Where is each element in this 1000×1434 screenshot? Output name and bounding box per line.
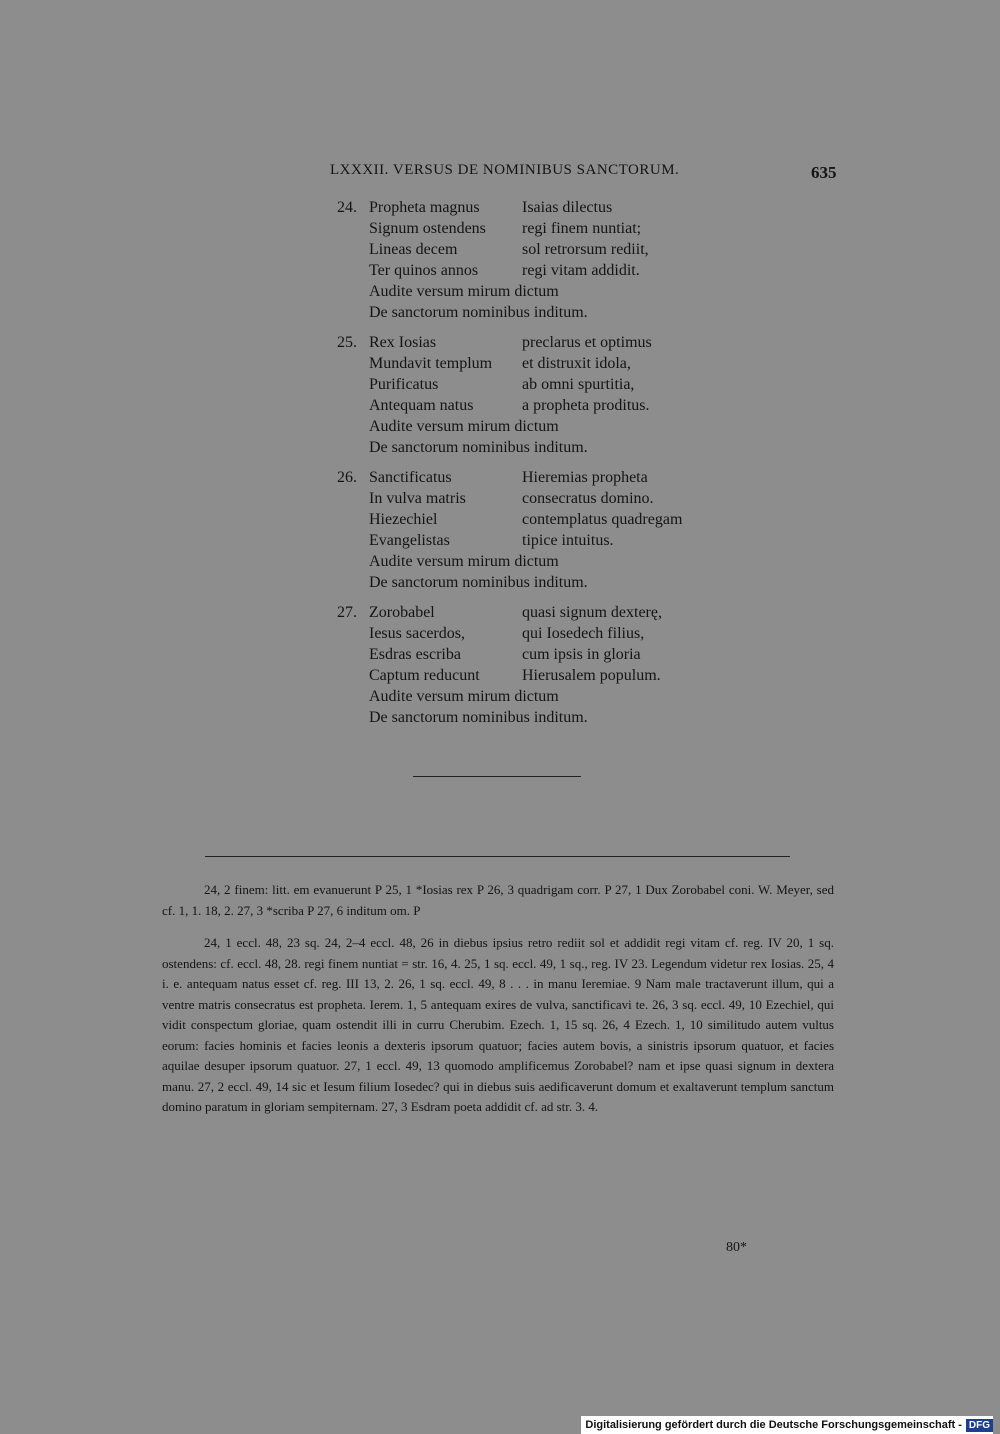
- verse-left: Lineas decem: [369, 241, 458, 258]
- source-notes: [162, 933, 834, 1118]
- end-of-text-rule: [413, 776, 581, 777]
- refrain-text: Audite versum mirum dictum: [369, 688, 559, 705]
- verse-left: Zorobabel: [369, 604, 435, 621]
- running-title: LXXXII. VERSUS DE NOMINIBUS SANCTORUM.: [330, 162, 680, 178]
- stanza-number: 26.: [337, 469, 357, 486]
- apparatus-separator: [205, 856, 790, 857]
- refrain-text: Audite versum mirum dictum: [369, 418, 559, 435]
- verse-left: Ter quinos annos: [369, 262, 479, 279]
- critical-apparatus-text: 24, 2 finem: litt. em evanuerunt P 25, 1 *Iosias rex P 26, 3 quadrigam corr. P 27, 1 Dux Zorobabel coni. W. Meyer, sed cf. 1, 1. 18, 2. 27, 3 *scriba P 27, 6 inditum om. P: [162, 882, 834, 918]
- verse-left: Rex Iosias: [369, 334, 437, 351]
- verse-right: regi vitam addidit.: [522, 262, 640, 279]
- verse-right: tipice intuitus.: [522, 532, 614, 549]
- verse-left: Signum ostendens: [369, 220, 486, 237]
- verse-right: Hierusalem populum.: [522, 667, 661, 684]
- verse-right: et distruxit idola,: [522, 355, 631, 372]
- verse-right: regi finem nuntiat;: [522, 220, 642, 237]
- verse-right: quasi signum dexterę,: [522, 604, 662, 621]
- verse-left: Purificatus: [369, 376, 439, 393]
- verse-left: Antequam natus: [369, 397, 474, 414]
- verse-right: consecratus domino.: [522, 490, 654, 507]
- refrain-text: De sanctorum nominibus inditum.: [369, 709, 588, 726]
- verse-right: a propheta proditus.: [522, 397, 650, 414]
- verse-left: Mundavit templum: [369, 355, 493, 372]
- verse-right: preclarus et optimus: [522, 334, 652, 351]
- verse-right: Hieremias propheta: [522, 469, 648, 486]
- verse-left: Captum reducunt: [369, 667, 480, 684]
- verse-right: Isaias dilectus: [522, 199, 613, 216]
- signature-mark: 80*: [726, 1240, 747, 1255]
- stanza-number: 27.: [337, 604, 357, 621]
- digitization-credit-bar: [581, 1416, 993, 1434]
- verse-left: Esdras escriba: [369, 646, 461, 663]
- verse-right: ab omni spurtitia,: [522, 376, 635, 393]
- verse-left: Propheta magnus: [369, 199, 480, 216]
- verse-left: Evangelistas: [369, 532, 450, 549]
- verse-left: In vulva matris: [369, 490, 466, 507]
- refrain-text: Audite versum mirum dictum: [369, 553, 559, 570]
- dfg-logo: DFG: [966, 1419, 993, 1432]
- verse-right: cum ipsis in gloria: [522, 646, 641, 663]
- verse-right: qui Iosedech filius,: [522, 625, 645, 642]
- refrain-text: Audite versum mirum dictum: [369, 283, 559, 300]
- stanza-number: 25.: [337, 334, 357, 351]
- source-notes-text: 24, 1 eccl. 48, 23 sq. 24, 2–4 eccl. 48, 26 in diebus ipsius retro rediit sol et addidit regi vitam cf. reg. IV 20, 1 sq. ostendens: cf. eccl. 48, 28. regi finem nuntiat = str. 16, 4. 25, 1 sq. eccl. 49, 1 sq., reg. IV 23. Legendum videtur rex Iosias. 25, 4 i. e. antequam natus esset cf. reg. III 13, 2. 26, 1 sq. eccl. 49, 8 . . . in manu Ieremiae. 9 Nam male tractaverunt illum, qui a ventre matris consecratus est propheta. Ierem. 1, 5 antequam exires de vulva, sanctificavi te. 26, 3 sq. eccl. 49, 10 Ezechiel, qui vidit conspectum gloriae, quam ostendit illi in curru Cherubim. Ezech. 1, 15 sq. 26, 4 Ezech. 1, 10 similitudo autem vultus eorum: facies hominis et facies leonis a dexteris ipsorum quatuor; facies autem bovis, a sinistris ipsorum quatuor, et facies aquilae desuper ipsorum quatuor. 27, 1 eccl. 49, 13 quomodo amplificemus Zorobabel? nam et ipse quasi signum in dextera manu. 27, 2 eccl. 49, 14 sic et Iesum filium Iosedec? qui in diebus suis aedificaverunt domum et exaltaverunt templum sanctum domino paratum in gloriam sempiternam. 27, 3 Esdram poeta addidit cf. ad str. 3. 4.: [162, 935, 834, 1114]
- verse-right: contemplatus quadregam: [522, 511, 683, 528]
- verse-left: Iesus sacerdos,: [369, 625, 465, 642]
- verse-left: Hiezechiel: [369, 511, 438, 528]
- critical-apparatus: [162, 880, 834, 921]
- refrain-text: De sanctorum nominibus inditum.: [369, 439, 588, 456]
- digitization-credit: Digitalisierung gefördert durch die Deutsche Forschungsgemeinschaft -: [585, 1419, 962, 1431]
- verse-left: Sanctificatus: [369, 469, 452, 486]
- verse-right: sol retrorsum rediit,: [522, 241, 649, 258]
- page-number: 635: [811, 163, 837, 182]
- refrain-text: De sanctorum nominibus inditum.: [369, 574, 588, 591]
- stanza-number: 24.: [337, 199, 357, 216]
- refrain-text: De sanctorum nominibus inditum.: [369, 304, 588, 321]
